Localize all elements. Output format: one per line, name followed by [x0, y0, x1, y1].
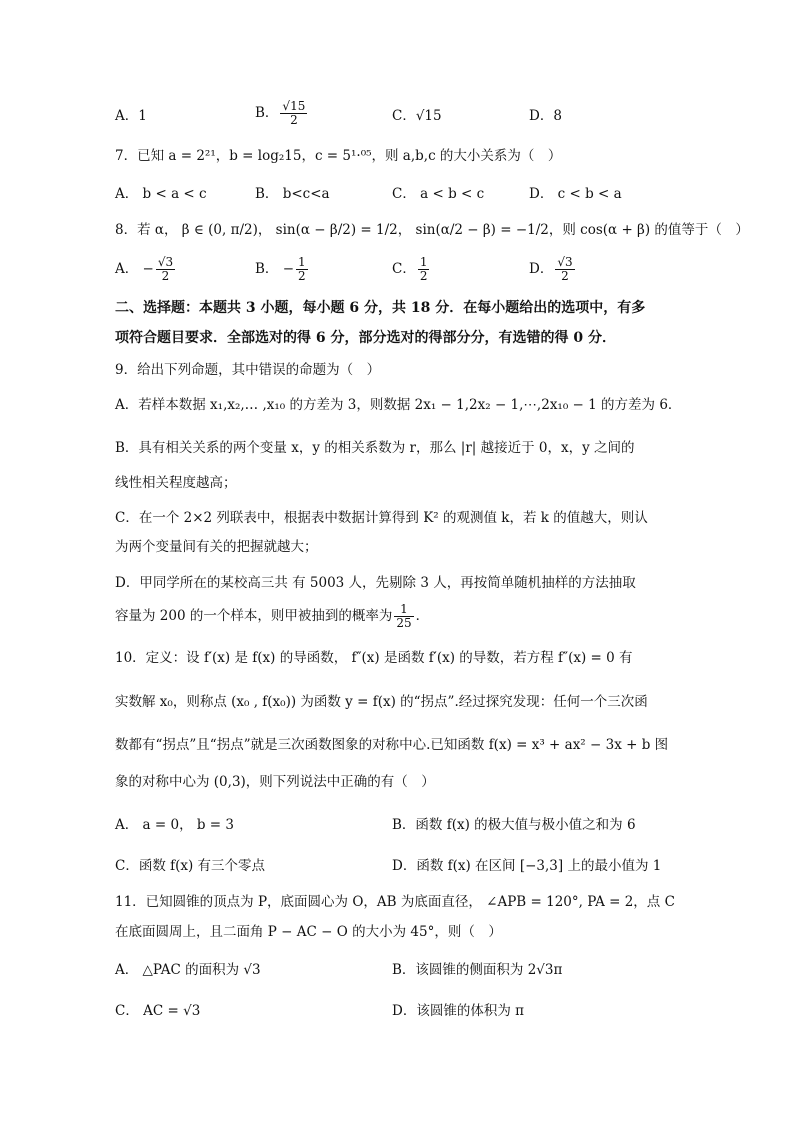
q8-a-numerator: √3: [157, 255, 174, 269]
q11-line1: 11．已知圆锥的顶点为 P，底面圆心为 O，AB 为底面直径， ∠APB = 120°, PA = 2，点 C: [115, 894, 675, 910]
q9-d2-text: 容量为 200 的一个样本，则甲被抽到的概率为: [115, 608, 393, 624]
q8-option-a: [115, 256, 177, 283]
q10-line2: 实数解 x₀，则称点 (x₀ , f(x₀)) 为函数 y = f(x) 的“拐点”.经过探究发现：任何一个三次函: [115, 694, 648, 710]
q6-option-a: A．1: [115, 108, 147, 124]
q8-option-d-fraction: [555, 256, 574, 283]
section2-heading-line1: 二、选择题：本题共 3 小题，每小题 6 分，共 18 分．在每小题给出的选项中，有多: [115, 300, 646, 316]
q6-option-d: D．8: [529, 108, 562, 124]
q6-option-c: C．√15: [392, 108, 442, 124]
q9-option-d-line1: D．甲同学所在的某校高三共 有 5003 人，先剔除 3 人，再按简单随机抽样的方法抽取: [115, 575, 636, 591]
q9-option-b-line2: 线性相关程度越高；: [115, 475, 237, 491]
q10-option-d: D．函数 f(x) 在区间 [−3,3] 上的最小值为 1: [392, 858, 662, 874]
q9-option-b-line1: B．具有相关关系的两个变量 x，y 的相关系数为 r，那么 |r| 越接近于 0，x，y 之间的: [115, 440, 635, 456]
q9-d2-fraction: [394, 603, 413, 630]
q10-line1: 10．定义：设 f′(x) 是 f(x) 的导函数， f″(x) 是函数 f′(x) 的导数，若方程 f″(x) = 0 有: [115, 650, 633, 666]
q11-line2: 在底面圆周上，且二面角 P − AC − O 的大小为 45°，则（ ）: [115, 924, 502, 940]
q8-stem: 8．若 α， β ∈ (0, π/2)， sin(α − β/2) = 1/2， sin(α/2 − β) = −1/2，则 cos(α + β) 的值等于（ ）: [115, 222, 749, 238]
q10-option-c: C．函数 f(x) 有三个零点: [115, 858, 266, 874]
q8-d-numerator: √3: [557, 255, 573, 269]
q6-option-b: [255, 100, 309, 127]
q8-option-a-fraction: [156, 256, 175, 283]
q10-line3: 数都有“拐点”且“拐点”就是三次函数图象的对称中心.已知函数 f(x) = x³ + ax² − 3x + b 图: [115, 737, 669, 753]
q9-stem: 9．给出下列命题，其中错误的命题为（ ）: [115, 362, 381, 378]
q7-option-c: C． a < b < c: [392, 186, 485, 202]
q8-option-a-label: A． −: [115, 261, 154, 277]
q9-option-c-line2: 为两个变量间有关的把握就越大；: [115, 539, 318, 555]
q9-option-a: A．若样本数据 x₁,x₂,… ,x₁₀ 的方差为 3，则数据 2x₁ − 1,2x₂ − 1,⋯,2x₁₀ − 1 的方差为 6．: [115, 397, 682, 413]
q7-option-d: D． c < b < a: [529, 186, 622, 202]
q9-d2-period: ．: [415, 608, 430, 624]
q8-b-numerator: 1: [298, 255, 306, 269]
q8-option-c-label: C．: [392, 261, 416, 277]
q8-a-denominator: 2: [161, 269, 170, 283]
q10-option-b: B．函数 f(x) 的极大值与极小值之和为 6: [392, 817, 636, 833]
q9-option-d-line2: [115, 603, 429, 630]
q8-option-c-fraction: [418, 256, 430, 283]
q8-option-d: [529, 256, 577, 283]
q6-b-numerator: √15: [282, 99, 306, 113]
q8-option-b-fraction: [296, 256, 308, 283]
q8-d-denominator: 2: [561, 269, 569, 283]
section2-heading-line2: 项符合题目要求．全部选对的得 6 分，部分选对的得部分分，有选错的得 0 分．: [115, 330, 616, 346]
q9-d2-numerator: 1: [394, 603, 413, 617]
q9-option-c-line1: C．在一个 2×2 列联表中，根据表中数据计算得到 K² 的观测值 k，若 k 的值越大，则认: [115, 510, 648, 526]
q10-line4: 象的对称中心为 (0,3)，则下列说法中正确的有（ ）: [115, 774, 435, 790]
q6-option-b-fraction: [280, 100, 307, 127]
q7-stem: 7．已知 a = 2²¹，b = log₂15，c = 5¹·⁰⁵，则 a,b,c 的大小关系为（ ）: [115, 148, 562, 164]
q11-option-d: D．该圆锥的体积为 π: [392, 1003, 524, 1019]
q7-option-b: B． b<c<a: [255, 186, 330, 202]
q6-b-denominator: 2: [290, 113, 298, 127]
q10-option-a: A． a = 0， b = 3: [115, 817, 234, 833]
q11-option-a: A． △PAC 的面积为 √3: [115, 962, 261, 978]
q8-option-b-label: B． −: [255, 261, 295, 277]
q11-option-b: B．该圆锥的侧面积为 2√3π: [392, 962, 563, 978]
q11-option-c: C． AC = √3: [115, 1003, 201, 1019]
q8-option-c: [392, 256, 431, 283]
q8-option-d-label: D．: [529, 261, 554, 277]
q9-d2-denominator: 25: [396, 616, 412, 630]
q8-c-denominator: 2: [419, 269, 428, 283]
q6-option-b-label: B．: [255, 105, 279, 121]
q8-option-b: [255, 256, 310, 283]
q8-b-denominator: 2: [298, 269, 306, 283]
q7-option-a: A． b < a < c: [115, 186, 207, 202]
q8-c-numerator: 1: [419, 255, 428, 269]
